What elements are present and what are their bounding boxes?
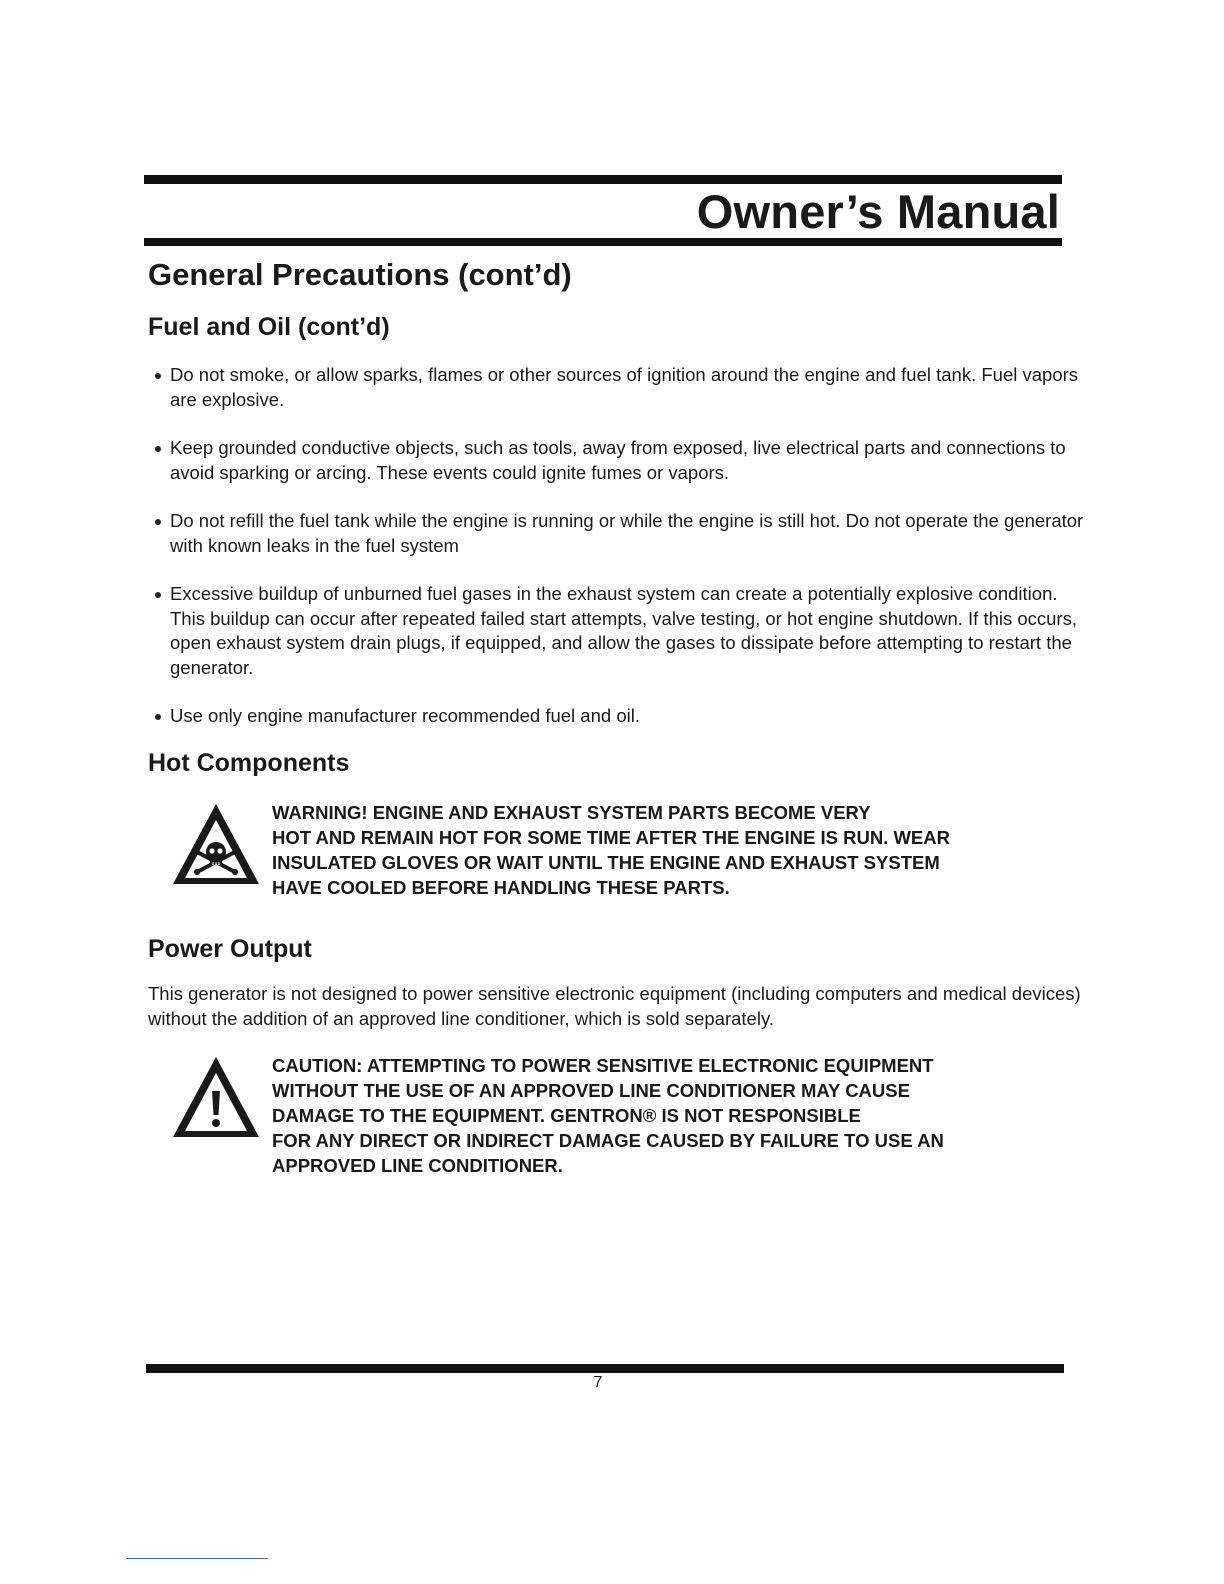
power-output-heading: Power Output: [148, 935, 312, 963]
bullet-icon: [155, 373, 161, 379]
footer-rule: [146, 1364, 1064, 1373]
list-item: [150, 363, 1090, 412]
bullet-text: Do not smoke, or allow sparks, flames or other sources of ignition around the engine and fuel tank. Fuel vapors are explosive.: [170, 364, 1079, 410]
list-item: [150, 509, 1090, 558]
hot-components-heading: Hot Components: [148, 749, 350, 777]
manual-title: Owner’s Manual: [696, 185, 1060, 238]
caution-text: CAUTION: ATTEMPTING TO POWER SENSITIVE ELECTRONIC EQUIPMENT WITHOUT THE USE OF AN APPROVED LINE CONDITIONER MAY CAUSE DAMAGE TO THE EQUIPMENT. GENTRON® IS NOT RESPONSIBLE FOR ANY DIRECT OR INDIRECT DAMAGE CAUSED BY FAILURE TO USE AN APPROVED LINE CONDITIONER.: [272, 1055, 944, 1176]
bullet-text: Keep grounded conductive objects, such as tools, away from exposed, live electrical parts and connections to avoid sparking or arcing. These events could ignite fumes or vapors.: [170, 437, 1066, 483]
bullet-icon: [155, 714, 161, 720]
page-number: 7: [593, 1374, 603, 1391]
header-top-rule: [144, 175, 1062, 184]
skull-crossbones-warning-icon: [170, 800, 262, 893]
fuel-oil-bullet-list: [150, 363, 1090, 753]
warning-text: WARNING! ENGINE AND EXHAUST SYSTEM PARTS BECOME VERY HOT AND REMAIN HOT FOR SOME TIME AFTER THE ENGINE IS RUN. WEAR INSULATED GLOVES OR WAIT UNTIL THE ENGINE AND EXHAUST SYSTEM HAVE COOLED BEFORE HANDLING THESE PARTS.: [272, 802, 950, 898]
list-item: [150, 704, 1090, 729]
bullet-text: Excessive buildup of unburned fuel gases in the exhaust system can create a potentially explosive condition. This buildup can occur after repeated failed start attempts, valve testing, or hot engine shutdown. If this occurs, open exhaust system drain plugs, if equipped, and allow the gases to dissipate before attempting to restart the generator.: [170, 583, 1077, 678]
exclamation-warning-icon: [170, 1053, 262, 1146]
header-bottom-rule: [144, 238, 1062, 246]
bullet-icon: [155, 446, 161, 452]
list-item: [150, 582, 1090, 680]
power-output-paragraph: This generator is not designed to power sensitive electronic equipment (including computers and medical devices) without the addition of an approved line conditioner, which is sold separately.: [148, 983, 1081, 1029]
bullet-text: Do not refill the fuel tank while the engine is running or while the engine is still hot. Do not operate the generator with known leaks in the fuel system: [170, 510, 1084, 556]
section-title: General Precautions (cont’d): [148, 257, 572, 292]
bullet-icon: [155, 519, 161, 525]
bullet-icon: [155, 592, 161, 598]
list-item: [150, 436, 1090, 485]
bullet-text: Use only engine manufacturer recommended fuel and oil.: [170, 705, 640, 726]
fuel-oil-heading: Fuel and Oil (cont’d): [148, 313, 390, 341]
footer-link-underline: [126, 1558, 268, 1559]
